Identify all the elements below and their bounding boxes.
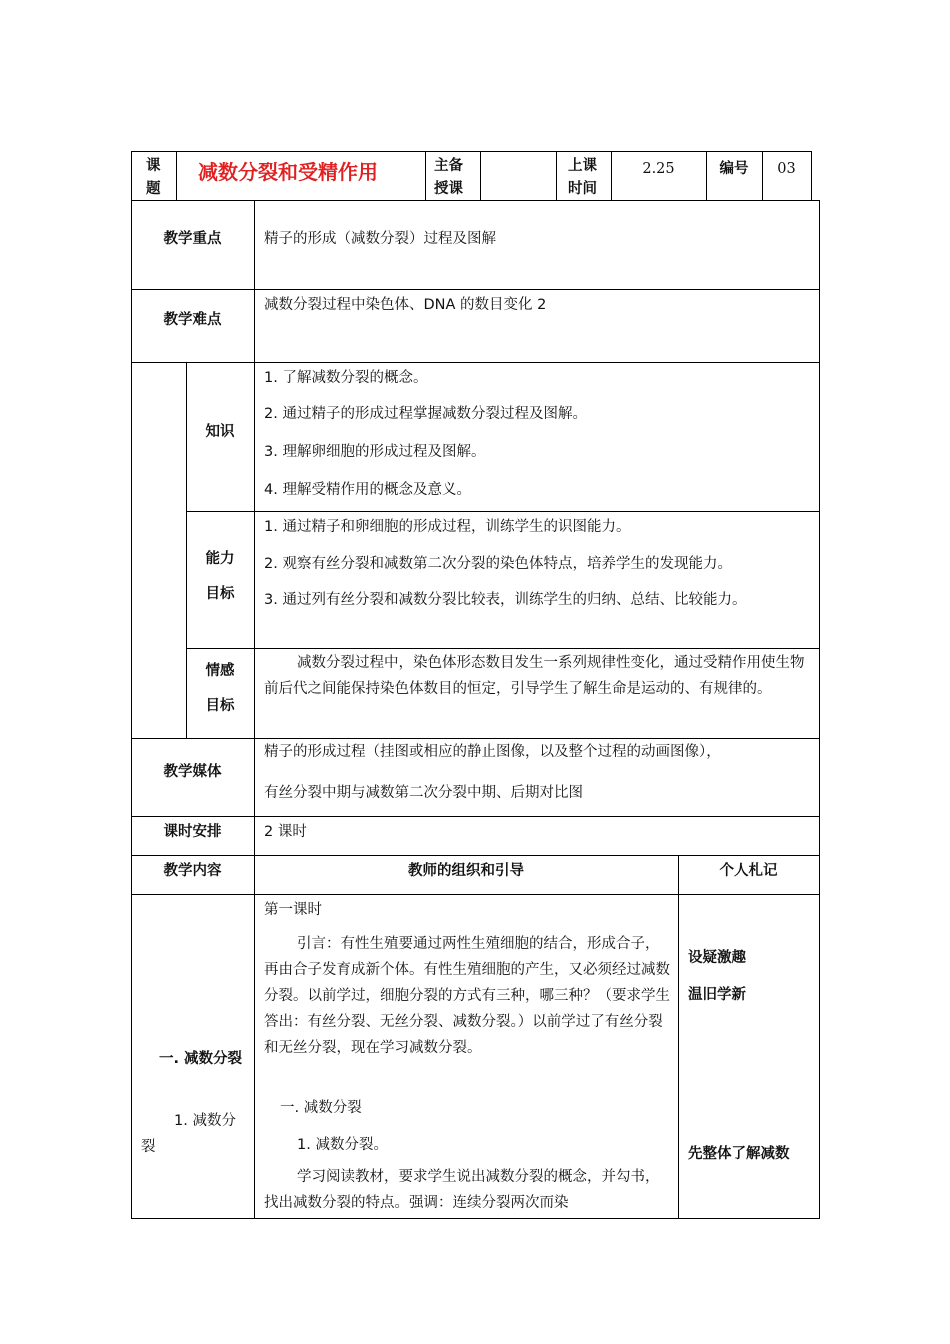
intro-paragraph: 引言：有性生殖要通过两性生殖细胞的结合，形成合子，再由合子发育成新个体。有性生殖细胞的产生，又必须经过减数分裂。以前学过，细胞分裂的方式有三种，哪三种？（要求学生答出：有丝分裂、无丝分裂、减数分裂。）以前学过了有丝分裂和无丝分裂，现在学习减数分裂。 [264, 936, 670, 1056]
knowledge-label: 知识 [205, 424, 235, 440]
emotion-label-2: 目标 [205, 698, 235, 714]
period-label: 第一课时 [264, 902, 322, 918]
number-value: 03 [777, 161, 796, 177]
note-item: 温旧学新 [688, 987, 746, 1003]
note-item: 先整体了解减数 [688, 1146, 790, 1162]
class-time-label-2: 时间 [568, 181, 597, 197]
ability-item: 3. 通过列有丝分裂和减数分裂比较表，训练学生的归纳、总结、比较能力。 [264, 592, 747, 608]
topic-label-2: 题 [146, 181, 161, 197]
number-label: 编号 [719, 161, 749, 177]
section-title: 一. 减数分裂 [280, 1100, 362, 1116]
difficulties-label: 教学难点 [163, 312, 222, 328]
column-header-content: 教学内容 [163, 863, 222, 879]
key-points-label: 教学重点 [163, 231, 222, 247]
knowledge-item: 4. 理解受精作用的概念及意义。 [264, 482, 471, 498]
key-points-content: 精子的形成（减数分裂）过程及图解 [264, 231, 496, 247]
emotion-label: 情感 [205, 663, 235, 679]
reading-paragraph: 学习阅读教材，要求学生说出减数分裂的概念，并勾书，找出减数分裂的特点。强调：连续分裂两次而染 [264, 1169, 660, 1211]
ability-item: 2. 观察有丝分裂和减数第二次分裂的染色体特点，培养学生的发现能力。 [264, 556, 732, 572]
media-label: 教学媒体 [163, 764, 222, 780]
lesson-title: 减数分裂和受精作用 [198, 160, 378, 184]
emotion-content: 减数分裂过程中，染色体形态数目发生一系列规律性变化，通过受精作用使生物前后代之间能保持染色体数目的恒定，引导学生了解生命是运动的、有规律的。 [264, 655, 805, 697]
preparer-label: 主备 [434, 158, 463, 174]
difficulties-content: 减数分裂过程中染色体、DNA 的数目变化 2 [264, 297, 547, 313]
schedule-label: 课时安排 [163, 824, 222, 840]
column-header-notes: 个人札记 [719, 863, 778, 879]
topic-label: 课 [146, 158, 161, 174]
ability-label: 能力 [205, 551, 235, 567]
class-time-label: 上课 [568, 158, 597, 174]
knowledge-item: 1. 了解减数分裂的概念。 [264, 370, 428, 386]
ability-item: 1. 通过精子和卵细胞的形成过程，训练学生的识图能力。 [264, 519, 631, 535]
subsection-title: 1. 减数分裂。 [297, 1137, 388, 1153]
note-item: 设疑激趣 [688, 950, 746, 966]
knowledge-item: 3. 理解卵细胞的形成过程及图解。 [264, 444, 486, 460]
subsection-heading: 1. 减数分裂 [141, 1113, 236, 1155]
ability-label-2: 目标 [205, 586, 235, 602]
column-header-guidance: 教师的组织和引导 [408, 863, 524, 879]
knowledge-item: 2. 通过精子的形成过程掌握减数分裂过程及图解。 [264, 406, 587, 422]
media-line-2: 有丝分裂中期与减数第二次分裂中期、后期对比图 [264, 785, 583, 801]
section-heading: 一. 减数分裂 [159, 1051, 243, 1067]
class-time-value: 2.25 [642, 161, 675, 177]
preparer-label-2: 授课 [434, 181, 463, 197]
media-line: 精子的形成过程（挂图或相应的静止图像，以及整个过程的动画图像）， [264, 744, 721, 760]
schedule-value: 2 课时 [264, 824, 307, 840]
